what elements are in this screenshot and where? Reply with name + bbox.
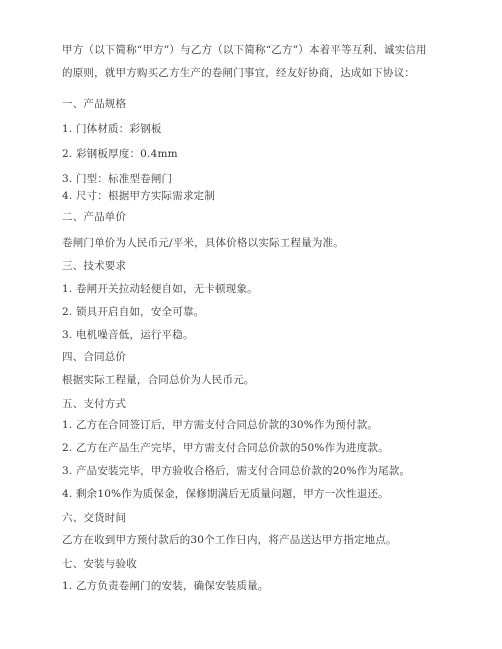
- intro-line-1: 甲方（以下简称“甲方”）与乙方（以下简称“乙方”）本着平等互利、诚实信用: [62, 44, 427, 56]
- section-heading-install: 七、安装与验收: [62, 558, 137, 570]
- unit-price-text: 卷闸门单价为人民币元/平米，具体价格以实际工程量为准。: [62, 237, 344, 249]
- specs-item-4: 4. 尺寸：根据甲方实际需求定制: [62, 190, 216, 202]
- total-text: 根据实际工程量，合同总价为人民币元。: [62, 374, 255, 386]
- intro-line-2: 的原则，就甲方购买乙方生产的卷闸门事宜，经友好协商，达成如下协议：: [62, 67, 416, 79]
- delivery-text: 乙方在收到甲方预付款后的30个工作日内，将产品送达甲方指定地点。: [62, 534, 397, 546]
- section-heading-total: 四、合同总价: [62, 351, 127, 363]
- tech-item-1: 1. 卷闸开关拉动轻便自如，无卡顿现象。: [62, 283, 258, 295]
- payment-item-3: 3. 产品安装完毕，甲方验收合格后，需支付合同总价款的20%作为尾款。: [62, 465, 411, 477]
- payment-item-4: 4. 剩余10%作为质保金，保修期满后无质量问题，甲方一次性退还。: [62, 488, 389, 500]
- tech-item-2: 2. 锁具开启自如，安全可靠。: [62, 306, 205, 318]
- specs-item-3: 3. 门型：标准型卷闸门: [62, 173, 173, 185]
- payment-item-1: 1. 乙方在合同签订后，甲方需支付合同总价款的30%作为预付款。: [62, 419, 379, 431]
- section-heading-payment: 五、支付方式: [62, 398, 127, 410]
- section-heading-specs: 一、产品规格: [62, 98, 127, 110]
- section-heading-unit-price: 二、产品单价: [62, 211, 127, 223]
- section-heading-delivery: 六、交货时间: [62, 512, 127, 524]
- payment-item-2: 2. 乙方在产品生产完毕，甲方需支付合同总价款的50%作为进度款。: [62, 442, 389, 454]
- section-heading-tech: 三、技术要求: [62, 260, 127, 272]
- specs-item-1: 1. 门体材质：彩钢板: [62, 123, 162, 135]
- specs-item-2: 2. 彩钢板厚度：0.4mm: [62, 148, 178, 160]
- install-item-1: 1. 乙方负责卷闸门的安装，确保安装质量。: [62, 580, 269, 592]
- tech-item-3: 3. 电机噪音低，运行平稳。: [62, 329, 194, 341]
